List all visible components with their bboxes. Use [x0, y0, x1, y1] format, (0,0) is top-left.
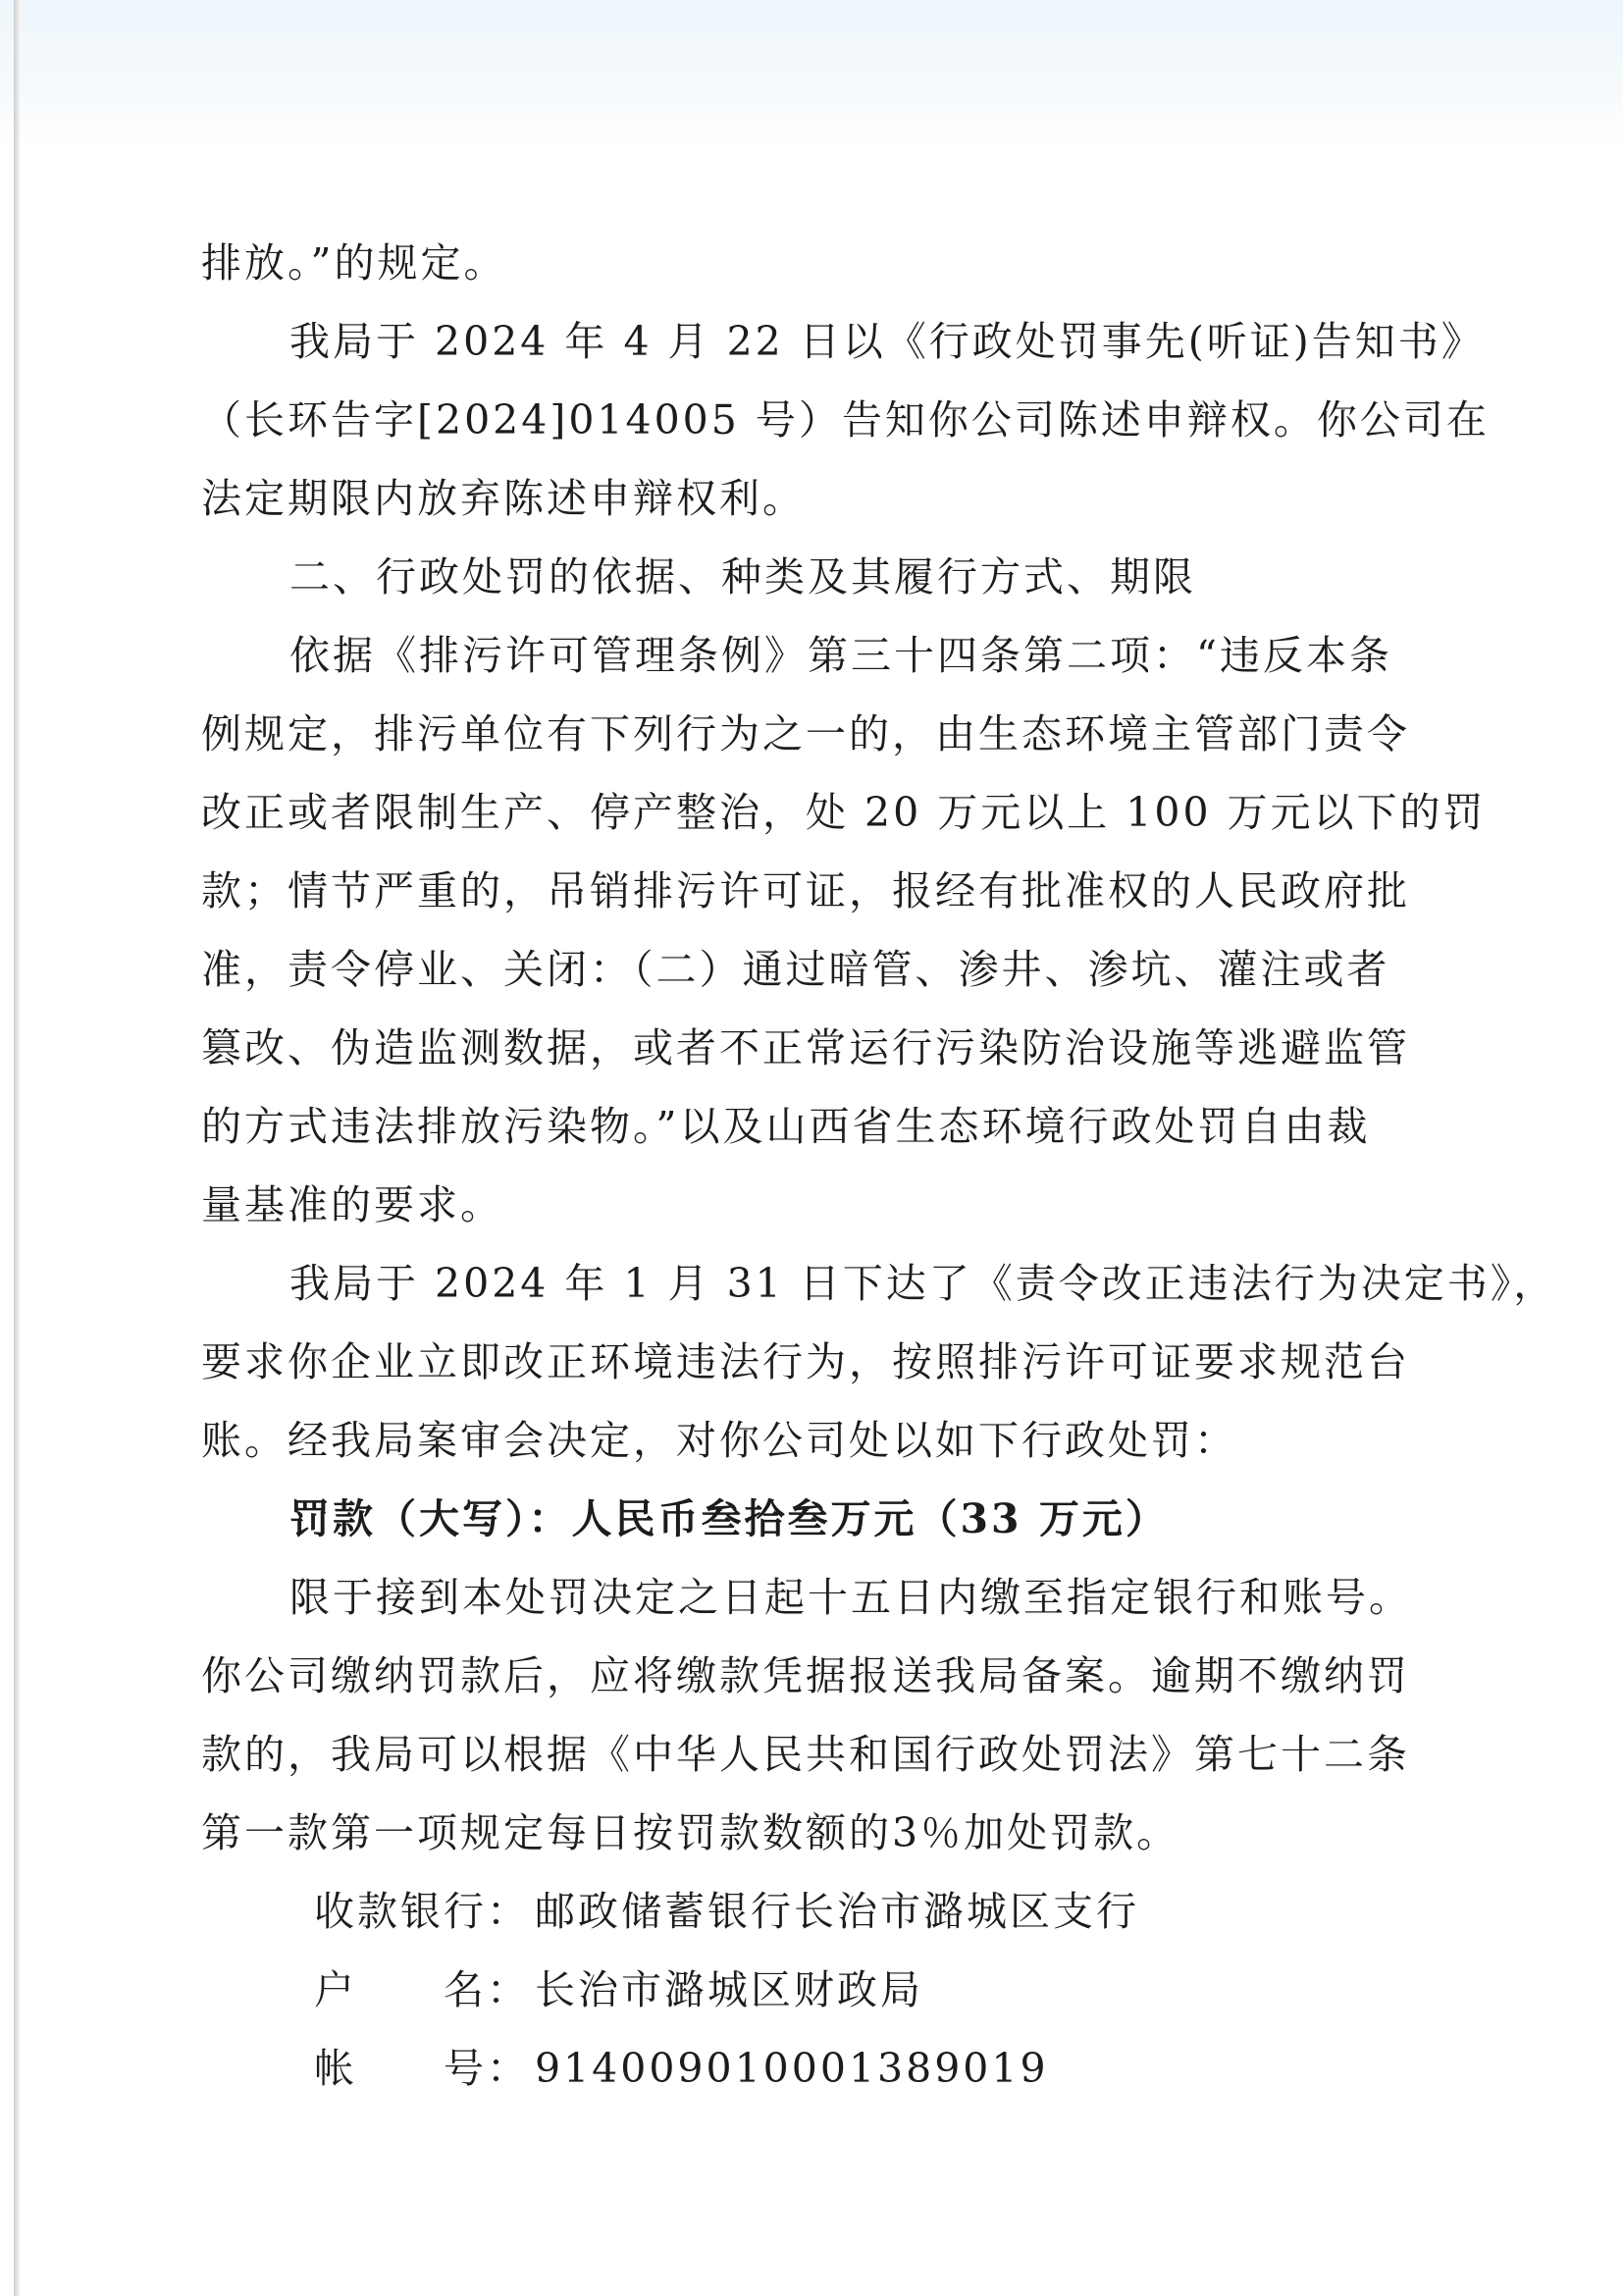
payment-info — [201, 1872, 1467, 2108]
text-line: 要求你企业立即改正环境违法行为，按照排污许可证要求规范台 — [201, 1338, 1410, 1385]
text-line: 篡改、伪造监测数据，或者不正常运行污染防治设施等逃避监管 — [201, 1024, 1410, 1071]
text-line: 的方式违法排放污染物。”以及山西省生态环境行政处罚自由裁 — [201, 1103, 1371, 1150]
text-line: 排放。”的规定。 — [201, 239, 507, 287]
paragraph-payment-deadline — [201, 1558, 1467, 1872]
account-number-label: 帐 号： — [314, 2045, 530, 2092]
scan-left-edge — [14, 0, 20, 2296]
paragraph-notice — [201, 302, 1490, 538]
paragraph-fine-amount — [201, 1480, 1467, 1558]
section-title: 二、行政处罚的依据、种类及其履行方式、期限 — [289, 553, 1196, 600]
text-line: 第一款第一项规定每日按罚款数额的3％加处罚款。 — [201, 1809, 1180, 1856]
text-line: 依据《排污许可管理条例》第三十四条第二项：“违反本条 — [289, 632, 1392, 679]
text-line: 款；情节严重的，吊销排污许可证，报经有批准权的人民政府批 — [201, 867, 1410, 914]
text-line: 账。经我局案审会决定，对你公司处以如下行政处罚： — [201, 1417, 1237, 1464]
paragraph-closing-quote — [201, 224, 1467, 302]
section-heading — [201, 538, 1467, 616]
account-name-field — [201, 1951, 1467, 2029]
text-line: 我局于 2024 年 1 月 31 日下达了《责令改正违法行为决定书》， — [289, 1260, 1557, 1307]
text-line: 我局于 2024 年 4 月 22 日以《行政处罚事先(听证)告知书》 — [289, 318, 1485, 365]
document-page — [201, 224, 1557, 2108]
bank-value: 邮政储蓄银行长治市潞城区支行 — [535, 1888, 1139, 1935]
account-name-label: 户 名： — [314, 1966, 530, 2013]
bank-field — [201, 1872, 1467, 1951]
text-line: 准，责令停业、关闭：（二）通过暗管、渗井、渗坑、灌注或者 — [201, 946, 1390, 993]
account-number-field — [201, 2029, 1467, 2108]
paragraph-legal-basis — [201, 616, 1487, 1244]
paragraph-decision — [201, 1244, 1557, 1480]
account-number-value: 91400901000138901​9 — [535, 2045, 1049, 2092]
text-line: 限于接到本处罚决定之日起十五日内缴至指定银行和账号。 — [289, 1574, 1412, 1621]
text-line: 款的，我局可以根据《中华人民共和国行政处罚法》第七十二条 — [201, 1731, 1410, 1778]
text-line: 法定期限内放弃陈述申辩权利。 — [201, 475, 806, 522]
text-line: 量基准的要求。 — [201, 1181, 503, 1228]
bank-label: 收款银行： — [314, 1888, 530, 1935]
scan-background-tint — [0, 0, 1623, 147]
text-line: 你公司缴纳罚款后，应将缴款凭据报送我局备案。逾期不缴纳罚 — [201, 1652, 1410, 1699]
fine-amount: 罚款（大写）：人民币叁拾叁万元（33 万元） — [289, 1495, 1169, 1542]
account-name-value: 长治市潞城区财政局 — [535, 1966, 923, 2013]
text-line: （长环告字[2024]014005 号）告知你公司陈述申辩权。你公司在 — [201, 396, 1490, 444]
text-line: 改正或者限制生产、停产整治，处 20 万元以上 100 万元以下的罚 — [201, 789, 1487, 836]
text-line: 例规定，排污单位有下列行为之一的，由生态环境主管部门责令 — [201, 710, 1410, 757]
